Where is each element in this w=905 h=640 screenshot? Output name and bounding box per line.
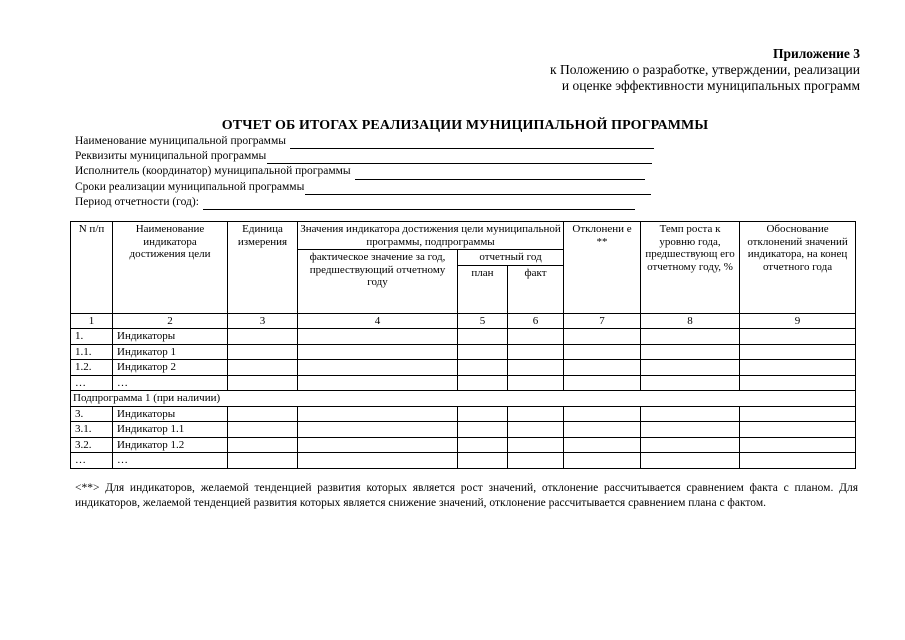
field-line xyxy=(267,152,652,164)
table-row xyxy=(71,329,856,345)
field-label: Реквизиты муниципальной программы xyxy=(75,150,267,163)
program-fields xyxy=(75,134,654,210)
field-label: Наименование муниципальной программы xyxy=(75,135,286,147)
table-cell xyxy=(298,422,458,438)
table-cell xyxy=(641,406,740,422)
field-program-executor xyxy=(75,164,654,179)
column-number: 1 xyxy=(71,313,113,329)
table-cell xyxy=(641,344,740,360)
table-cell xyxy=(228,437,298,453)
row-indicator-name: Индикатор 1.1 xyxy=(113,422,228,438)
table-row xyxy=(71,375,856,391)
header-growth-rate: Темп роста к уровню года, предшествующ его отчетному году, % xyxy=(641,222,740,314)
table-cell xyxy=(458,344,508,360)
field-label: Период отчетности (год): xyxy=(75,195,199,208)
header-report-year: отчетный год xyxy=(458,250,564,266)
table-cell xyxy=(740,360,856,376)
table-cell xyxy=(564,375,641,391)
footnote: <**> Для индикаторов, желаемой тенденцией развития которых является рост значений, отклонение рассчитывается сравнением факта с планом. Для индикаторов, желаемой тенденцией развития которых является снижение значений, отклонение рассчитывается сравнением плана с фактом. xyxy=(75,482,858,509)
table-cell xyxy=(641,437,740,453)
table-cell xyxy=(740,329,856,345)
header-deviation: Отклонени е ** xyxy=(564,222,641,314)
table-cell xyxy=(458,437,508,453)
table-cell xyxy=(508,329,564,345)
column-number: 3 xyxy=(228,313,298,329)
row-num: 1. xyxy=(71,329,113,345)
row-num: 3. xyxy=(71,406,113,422)
header-values-group: Значения индикатора достижения цели муниципальной программы, подпрограммы xyxy=(298,222,564,250)
table-cell xyxy=(508,453,564,469)
appendix-header xyxy=(550,46,860,94)
row-num: 1.1. xyxy=(71,344,113,360)
row-indicator-name: Индикаторы xyxy=(113,406,228,422)
table-cell xyxy=(564,406,641,422)
table-cell xyxy=(641,329,740,345)
table-row xyxy=(71,360,856,376)
table-cell xyxy=(228,329,298,345)
field-label: Сроки реализации муниципальной программы xyxy=(75,180,305,193)
table-cell xyxy=(564,344,641,360)
column-number: 8 xyxy=(641,313,740,329)
row-num: 3.2. xyxy=(71,437,113,453)
table-cell xyxy=(508,375,564,391)
table-cell xyxy=(740,375,856,391)
header-fact: факт xyxy=(508,265,564,313)
column-number: 6 xyxy=(508,313,564,329)
header-indicator-name: Наименование индикатора достижения цели xyxy=(113,222,228,314)
table-cell xyxy=(564,437,641,453)
table-cell xyxy=(508,406,564,422)
table-cell xyxy=(228,406,298,422)
row-indicator-name: Индикатор 2 xyxy=(113,360,228,376)
field-line xyxy=(305,183,651,195)
table-cell xyxy=(298,406,458,422)
table-cell xyxy=(458,422,508,438)
field-line xyxy=(355,168,645,180)
table-cell xyxy=(508,437,564,453)
table-cell xyxy=(564,360,641,376)
table-cell xyxy=(228,375,298,391)
table-cell xyxy=(458,329,508,345)
table-cell xyxy=(740,437,856,453)
field-label: Исполнитель (координатор) муниципальной программы xyxy=(75,165,351,178)
row-indicator-name: Индикатор 1 xyxy=(113,344,228,360)
row-num: 3.1. xyxy=(71,422,113,438)
table-cell xyxy=(458,453,508,469)
field-line xyxy=(203,198,635,210)
header-plan: план xyxy=(458,265,508,313)
header-prev-year-fact: фактическое значение за год, предшествующий отчетному году xyxy=(298,250,458,314)
table-cell xyxy=(228,360,298,376)
field-program-terms xyxy=(75,180,654,195)
appendix-title: Приложение 3 xyxy=(772,46,860,61)
table-row xyxy=(71,453,856,469)
appendix-line-2: и оценке эффективности муниципальных программ xyxy=(561,78,860,93)
row-indicator-name: Индикаторы xyxy=(113,329,228,345)
table-cell xyxy=(298,437,458,453)
field-line xyxy=(290,137,654,149)
table-row xyxy=(71,406,856,422)
table-row xyxy=(71,422,856,438)
table-cell xyxy=(458,406,508,422)
row-num: 1.2. xyxy=(71,360,113,376)
appendix-line-1: к Положению о разработке, утверждении, реализации xyxy=(550,62,860,77)
table-cell xyxy=(508,344,564,360)
column-number: 9 xyxy=(740,313,856,329)
table-cell xyxy=(458,360,508,376)
table-cell xyxy=(298,375,458,391)
table-cell xyxy=(458,375,508,391)
column-number: 4 xyxy=(298,313,458,329)
table-cell xyxy=(508,422,564,438)
table-cell xyxy=(298,344,458,360)
table-cell xyxy=(740,453,856,469)
row-indicator-name: … xyxy=(113,375,228,391)
report-title: ОТЧЕТ ОБ ИТОГАХ РЕАЛИЗАЦИИ МУНИЦИПАЛЬНОЙ ПРОГРАММЫ xyxy=(221,118,709,133)
table-cell xyxy=(641,375,740,391)
table-cell xyxy=(641,360,740,376)
row-num: … xyxy=(71,375,113,391)
table-cell xyxy=(564,422,641,438)
table-cell xyxy=(298,329,458,345)
table-row xyxy=(71,437,856,453)
table-cell xyxy=(298,360,458,376)
column-numbers-row xyxy=(71,313,856,329)
table-cell xyxy=(641,453,740,469)
row-num: … xyxy=(71,453,113,469)
table-cell xyxy=(740,344,856,360)
field-program-name xyxy=(75,134,654,149)
table-cell xyxy=(298,453,458,469)
column-number: 5 xyxy=(458,313,508,329)
table-cell xyxy=(641,422,740,438)
table-cell xyxy=(564,329,641,345)
table-cell xyxy=(740,422,856,438)
subprogram-label: Подпрограмма 1 (при наличии) xyxy=(71,391,856,407)
column-number: 7 xyxy=(564,313,641,329)
table-cell xyxy=(740,406,856,422)
field-reporting-period xyxy=(75,195,654,210)
table-cell xyxy=(228,453,298,469)
row-indicator-name: … xyxy=(113,453,228,469)
row-indicator-name: Индикатор 1.2 xyxy=(113,437,228,453)
table-cell xyxy=(508,360,564,376)
indicators-table xyxy=(70,221,856,469)
field-program-details xyxy=(75,149,654,164)
header-justification: Обоснование отклонений значений индикатора, на конец отчетного года xyxy=(740,222,856,314)
table-cell xyxy=(228,344,298,360)
table-cell xyxy=(228,422,298,438)
subprogram-row xyxy=(71,391,856,407)
column-number: 2 xyxy=(113,313,228,329)
header-unit: Единица измерения xyxy=(228,222,298,314)
table-cell xyxy=(564,453,641,469)
table-row xyxy=(71,344,856,360)
header-num: N п/п xyxy=(71,222,113,314)
